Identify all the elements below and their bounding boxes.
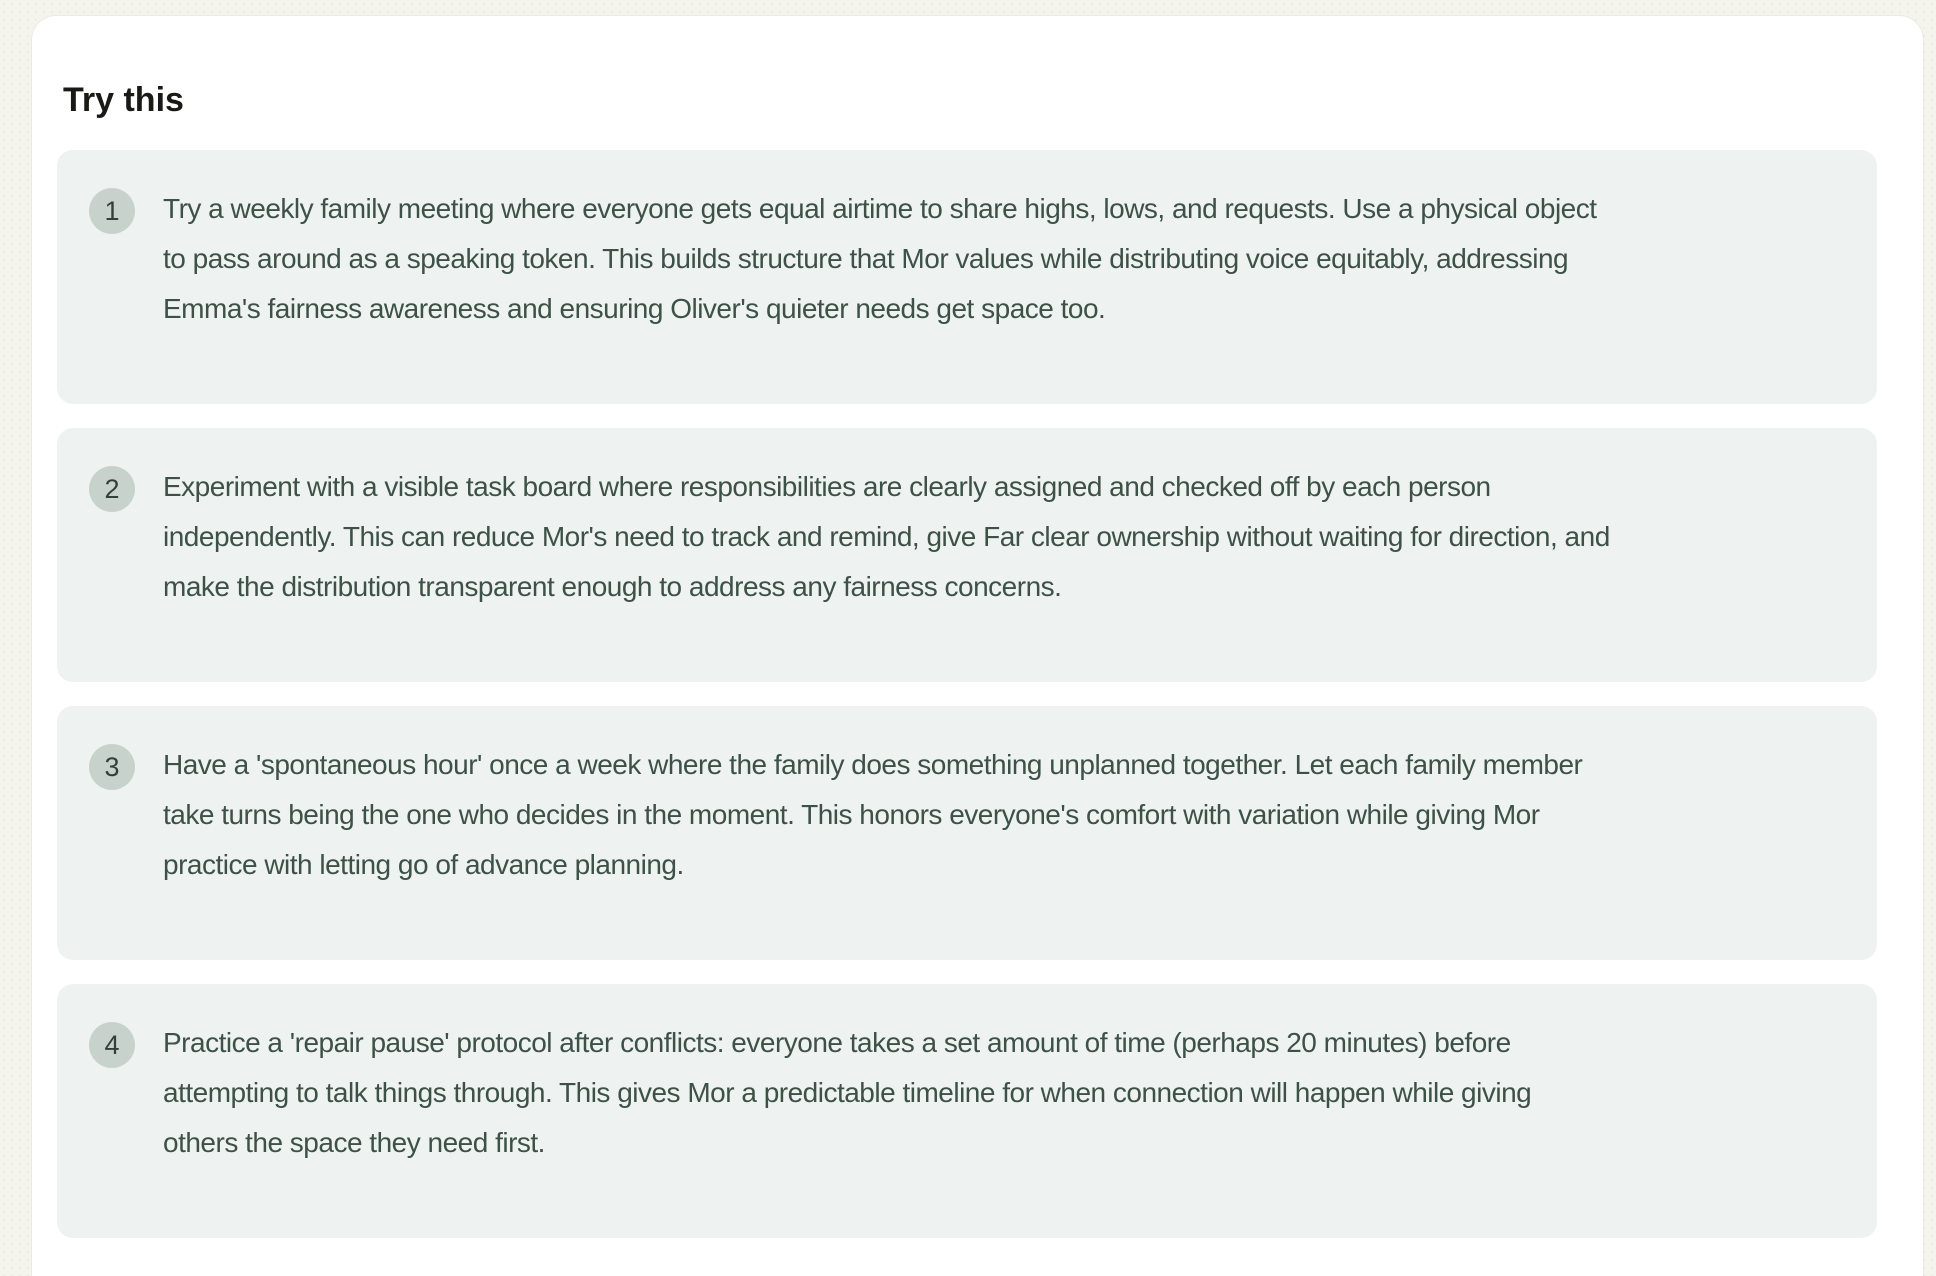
suggestion-item-1 [57,150,1877,404]
suggestion-text-line: to pass around as a speaking token. This builds structure that Mor values while distributing voice equitably, addressing [163,243,1569,274]
page-title: Try this [63,81,184,119]
suggestion-number-badge: 3 [89,744,135,790]
suggestion-text-line: practice with letting go of advance planning. [163,849,684,880]
suggestion-number-badge: 4 [89,1022,135,1068]
suggestion-item-2 [57,428,1877,682]
suggestions-card [32,16,1923,1276]
suggestion-text-line: Experiment with a visible task board where responsibilities are clearly assigned and checked off by each person [163,471,1491,502]
suggestion-text-line: Have a 'spontaneous hour' once a week where the family does something unplanned together. Let each family member [163,749,1583,780]
suggestion-text-line: Practice a 'repair pause' protocol after conflicts: everyone takes a set amount of time (perhaps 20 minutes) before [163,1027,1511,1058]
suggestion-item-3 [57,706,1877,960]
suggestion-item-4 [57,984,1877,1238]
suggestion-text-line: others the space they need first. [163,1127,545,1158]
suggestion-text [163,1018,1531,1168]
suggestion-text-line: attempting to talk things through. This gives Mor a predictable timeline for when connection will happen while giving [163,1077,1532,1108]
suggestion-text-line: take turns being the one who decides in the moment. This honors everyone's comfort with variation while giving Mor [163,799,1540,830]
suggestion-text-line: make the distribution transparent enough to address any fairness concerns. [163,571,1062,602]
suggestion-text-line: Emma's fairness awareness and ensuring Oliver's quieter needs get space too. [163,293,1106,324]
suggestion-number-badge: 1 [89,188,135,234]
suggestion-number-badge: 2 [89,466,135,512]
suggestion-text-line: independently. This can reduce Mor's need to track and remind, give Far clear ownership without waiting for direction, and [163,521,1610,552]
suggestion-text [163,184,1597,334]
suggestion-text [163,740,1582,890]
suggestion-text-line: Try a weekly family meeting where everyone gets equal airtime to share highs, lows, and requests. Use a physical object [163,193,1597,224]
suggestion-text [163,462,1610,612]
